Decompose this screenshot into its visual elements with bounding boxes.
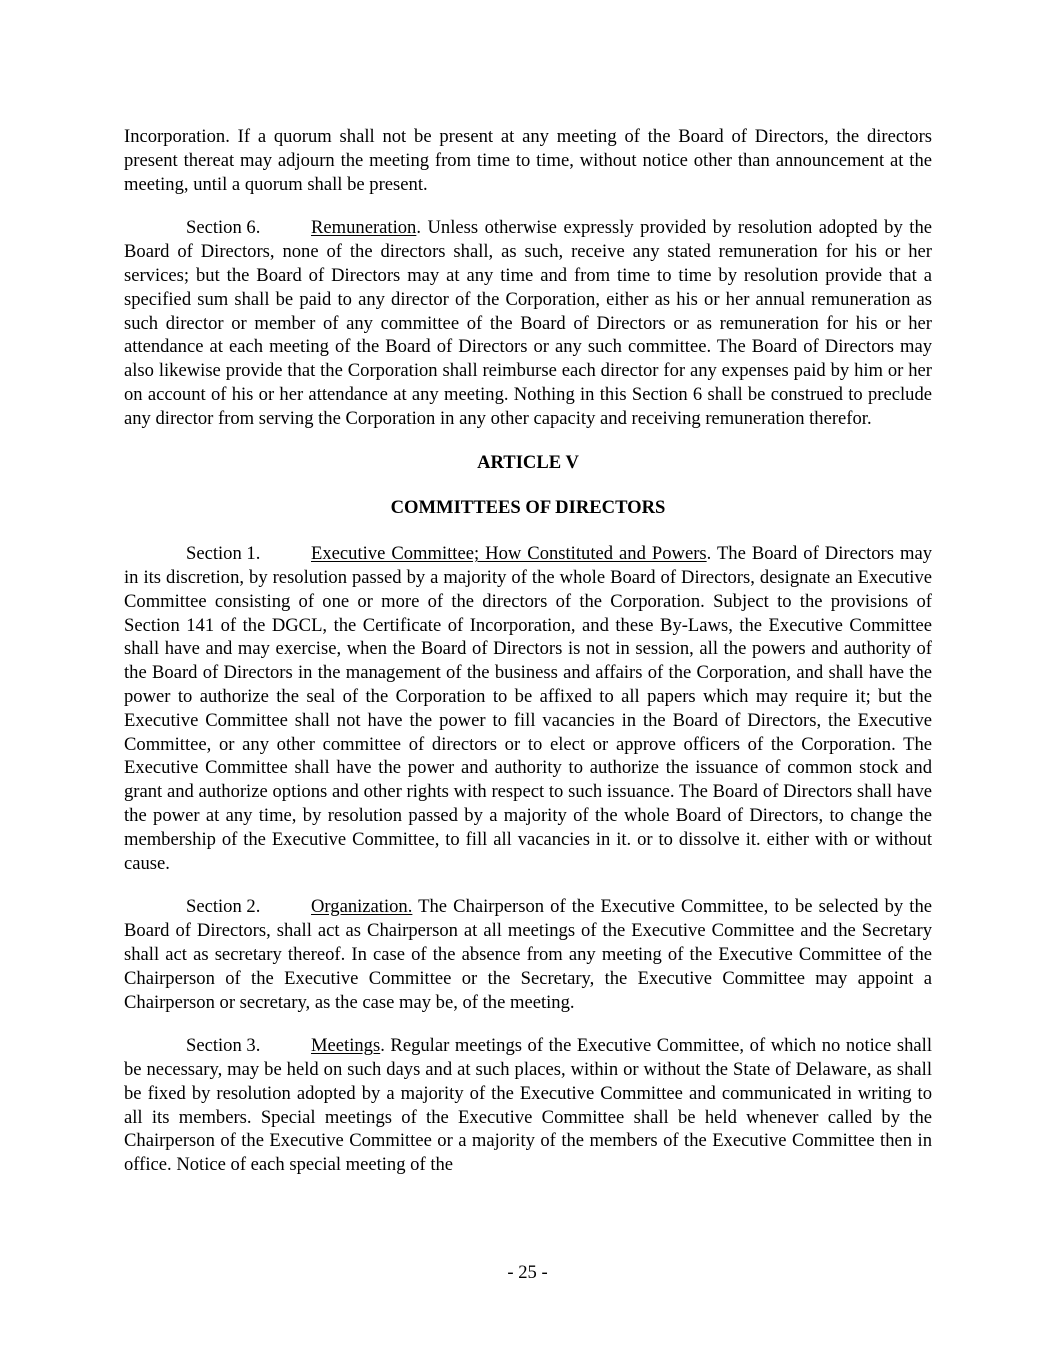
section-number: Section 2. [186, 896, 261, 918]
section-body: . Unless otherwise expressly provided by resolution adopted by the Board of Directors, none of the directors shall, as such, receive any stated remuneration for his or her services; but the Board of Directors may at any time and from time to time by resolution provide that a specified sum shall be paid to any director of the Corporation, either as his or her annual remuneration as such director or member of any committee of the Board of Directors or as remuneration for his or her attendance at each meeting of the Board of Directors or any such committee. The Board of Directors may also likewise provide that the Corporation shall reimburse each director for any expenses paid by him or her on account of his or her attendance at any meeting. Nothing in this Section 6 shall be construed to preclude any director from serving the Corporation in any other capacity and receiving remuneration therefor. [124, 217, 932, 429]
document-page [124, 125, 932, 1197]
intro-paragraph: Incorporation. If a quorum shall not be present at any meeting of the Board of Directors, the directors present thereat may adjourn the meeting from time to time, without notice other than announcement at the meeting, until a quorum shall be present. [124, 126, 932, 195]
section-title: Executive Committee; How Constituted and Powers [311, 543, 707, 565]
section-number: Section 3. [186, 1035, 261, 1057]
section-title: Organization. [311, 896, 413, 918]
section-number: Section 6. [186, 217, 261, 239]
section-6-remuneration [124, 216, 932, 430]
article-heading: ARTICLE V [477, 451, 579, 473]
section-body: . Regular meetings of the Executive Committee, of which no notice shall be necessary, may be held on such days and at such places, within or without the State of Delaware, as shall be fixed by resolution adopted by a majority of the Executive Committee and communicated in writing to all its members. Special meetings of the Executive Committee shall be held whenever called by the Chairperson of the Executive Committee or a majority of the members of the Executive Committee then in office. Notice of each special meeting of the [124, 1035, 932, 1176]
section-title: Remuneration [311, 217, 417, 239]
section-title: Meetings [311, 1035, 381, 1057]
article-subheading: COMMITTEES OF DIRECTORS [390, 497, 666, 519]
section-body: . The Board of Directors may in its discretion, by resolution passed by a majority of the whole Board of Directors, designate an Executive Committee consisting of one or more of the directors of the Corporation. Subject to the provisions of Section 141 of the DGCL, the Certificate of Incorporation, and these By-Laws, the Executive Committee shall have and may exercise, when the Board of Directors is not in session, all the powers and authority of the Board of Directors in the management of the business and affairs of the Corporation, and shall have the power to authorize the seal of the Corporation to be affixed to all papers which may require it; but the Executive Committee shall not have the power to fill vacancies in the Board of Directors, the Executive Committee, or any other committee of directors or to elect or approve officers of the Corporation. The Executive Committee shall have the power and authority to authorize the issuance of common stock and grant and authorize options and other rights with respect to such issuance. The Board of Directors shall have the power at any time, by resolution passed by a majority of the whole Board of Directors, to change the membership of the Executive Committee, to fill all vacancies in it. or to dissolve it. either with or without cause. [124, 543, 932, 874]
section-1-executive-committee [124, 542, 932, 875]
section-number: Section 1. [186, 543, 261, 565]
section-body: The Chairperson of the Executive Committee, to be selected by the Board of Directors, shall act as Chairperson at all meetings of the Executive Committee and the Secretary shall act as secretary thereof. In case of the absence from any meeting of the Executive Committee of the Chairperson of the Executive Committee or the Secretary, the Executive Committee may appoint a Chairperson or secretary, as the case may be, of the meeting. [124, 896, 932, 1013]
page-number: - 25 - [507, 1262, 548, 1283]
section-3-meetings [124, 1034, 932, 1177]
section-2-organization [124, 895, 932, 1014]
